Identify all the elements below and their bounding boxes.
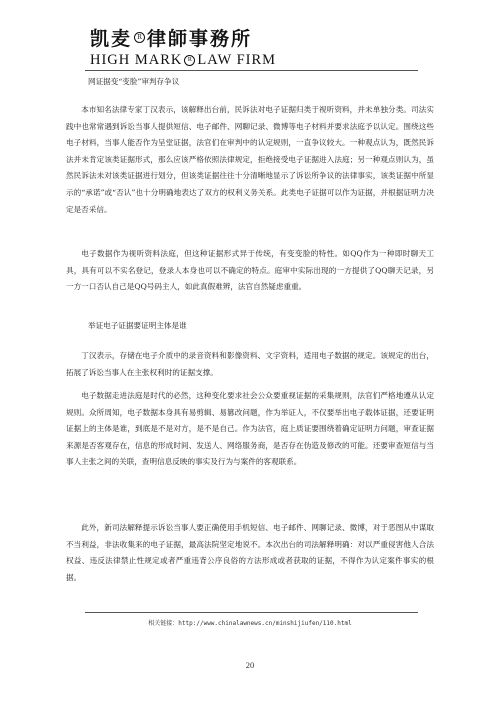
logo-cn-part1: 凯麦 [90,28,133,50]
related-link[interactable]: 相关链接：http://www.chinalawnews.cn/minshijiufen/110.html [148,620,352,627]
logo-en-part2: LAW FIRM [197,52,277,68]
paragraph: 本市知名法律专家丁汉表示，该解释出台前，民诉法对电子证据归类于视听资料，并未单独分类。司法实践中也常常遇到诉讼当事人提供短信、电子邮件、网聊记录、微博等电子材料并要求法庭予以认定。围绕这些电子材料，当事人能否作为呈堂证据，法官们在审判中的认定规则，一直争议较大。一种观点认为，既然民诉法并未肯定该类证据形式，那么应该严格依照法律规定，拒绝接受电子证据进入法庭；另一种观点则认为，虽然民诉法未对该类证据进行划分，但该类证据往往十分清晰地显示了诉讼所争议的法律事实，该类证据中所显示的“承诺”或“否认”也十分明确地表达了双方的权利义务关系。此类电子证据可以作为证据，并根据证明力决定是否采信。 [66,105,434,214]
page-number: 20 [245,660,255,670]
logo-cn-part2: 律師事務所 [147,28,253,50]
section-heading: 网证据变“变脸”审判存争议 [88,77,180,86]
section-heading: 举证电子证据要证明主体是谁 [88,321,187,330]
header-divider [85,70,418,71]
logo-en-part1: HIGH MARK [90,52,183,68]
paragraph: 电子数据走进法庭是时代的必然，这种变化要求社会公众要重视证据的采集规则，法官们严格地遵从认定规则。众所周知，电子数据本身具有易剪辑、易篡改问题，作为举证人，不仅要举出电子载体证据，还要证明证据上的主体是谁，到底是不是对方，是不是自己。作为法官，庭上质证要围绕着确定证明力问题，审查证据来源是否客观存在，信息的形成时间、发送人、网络服务商，是否存在伪造及修改的可能。还要审查短信与当事人主张之间的关联，查明信息反映的事实及行为与案件的客观联系。 [66,391,434,467]
paragraph: 此外，新司法解释提示诉讼当事人要正确使用手机短信、电子邮件、网聊记录、微博，对于恶图从中谋取不当利益，非法收集来的电子证据，最高法院坚定地说不。本次出台的司法解释明确：对以严重侵害他人合法权益、违反法律禁止性规定或者严重违背公序良俗的方法形成或者获取的证据，不得作为认定案件事实的根据。 [66,523,434,582]
paragraph: 电子数据作为视听资料法庭，但这种证据形式异于传统，有变变脸的特性。如QQ作为一种即时聊天工具，具有可以不实名登记，登录人本身也可以不确定的特点。庭审中实际出现的一方提供了QQ聊天记录，另一方一口否认自己是QQ号码主人，如此真假难辨，法官自然疑虑重重。 [66,249,434,292]
firm-logo [90,24,276,69]
footer-divider [85,612,418,613]
registered-trademark-icon: R [134,32,145,43]
registered-trademark-icon: R [184,55,195,66]
logo-english [90,52,276,69]
paragraph: 丁汉表示，存储在电子介质中的录音资料和影像资料、文字资料，适用电子数据的规定。该规定的出台，拓展了诉讼当事人在主张权利时的证据支撑。 [66,351,434,377]
logo-chinese [90,24,276,51]
